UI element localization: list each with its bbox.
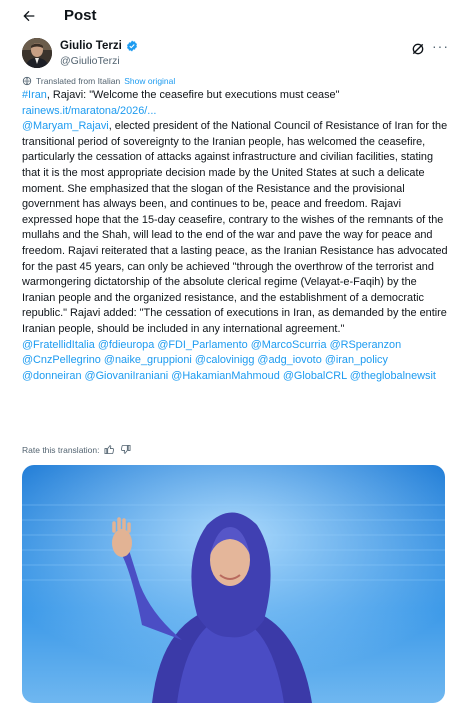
tweet-headline: , Rajavi: "Welcome the ceasefire but executions must cease" <box>46 89 340 101</box>
mention-link[interactable]: @MarcoScurria <box>250 338 327 351</box>
verified-badge-icon <box>126 40 138 52</box>
back-button[interactable] <box>18 5 40 27</box>
top-bar <box>0 0 463 32</box>
grok-icon <box>410 41 426 57</box>
mention-link[interactable]: @CnzPellegrino <box>22 354 101 367</box>
rate-translation <box>22 444 131 455</box>
grok-button[interactable] <box>410 41 426 57</box>
name-row <box>60 40 138 52</box>
tweet-photo[interactable] <box>22 465 445 703</box>
mention-link[interactable]: @calovinigg <box>194 354 255 367</box>
author-handle[interactable]: @GiulioTerzi <box>60 55 120 67</box>
woman-waving-photo <box>22 465 445 703</box>
translation-note <box>22 76 175 86</box>
more-options-button[interactable]: ··· <box>432 38 449 54</box>
article-link[interactable]: rainews.it/maratona/2026/... <box>22 104 157 117</box>
mention-link[interactable]: @GlobalCRL <box>282 369 347 382</box>
show-original-link[interactable]: Show original <box>124 76 176 86</box>
mention-maryam-rajavi[interactable]: @Maryam_Rajavi <box>22 120 109 133</box>
mention-link[interactable]: @donneiran <box>22 369 82 382</box>
tweet-text <box>22 88 450 384</box>
mention-link[interactable]: @iran_policy <box>324 354 388 367</box>
thumbs-up-icon[interactable] <box>104 444 115 455</box>
tweet-body: , elected president of the National Council of Resistance of Iran for the transitional period of sovereignty to the Iranian people, has welcomed the ceasefire, particularly the cessation of attacks against infrastructure and civilian facilities, stating that it is the most appropriate decision made by the United States at such a delicate moment. She emphasized that the slogan of the Resistance and the provisional government has always been, and continues to be, peace and freedom. Rajavi expressed hope that the 15-day ceasefire, contrary to the wishes of the remnants of the mullahs and the Shah, will lead to the end of the war and pave the way for peace and freedom. Rajavi reiterated that a lasting peace, as the Iranian Resistance has advocated for the past 45 years, can only be achieved "through the overthrow of the terrorist and warmongering dictatorship of the absolute clerical regime (Velayat-e-Faqih) by the Iranian people and the organized resistance, and the establishment of a democratic republic." Rajavi added: "The cessation of executions in Iran, as demanded by the entire Iranian people, should be included in any international agreement." <box>22 120 448 335</box>
mention-link[interactable]: @FratellidItalia <box>22 338 95 351</box>
mention-link[interactable]: @HakamianMahmoud <box>171 369 280 382</box>
rate-translation-label: Rate this translation: <box>22 444 100 455</box>
mention-link[interactable]: @theglobalnewsit <box>349 369 436 382</box>
avatar-photo <box>22 38 52 68</box>
mention-link[interactable]: @naike_gruppioni <box>103 354 192 367</box>
mention-link[interactable]: @fdieuropa <box>97 338 155 351</box>
translate-icon <box>22 76 32 86</box>
mention-link[interactable]: @GiovaniIraniani <box>84 369 169 382</box>
hashtag-link[interactable]: #Iran <box>22 89 47 101</box>
mention-link[interactable]: @adg_iovoto <box>257 354 322 367</box>
thumbs-down-icon[interactable] <box>120 444 131 455</box>
author-name[interactable]: Giulio Terzi <box>60 40 122 52</box>
author-header <box>22 38 452 72</box>
arrow-left-icon <box>21 8 37 24</box>
mention-list <box>22 339 436 382</box>
mention-link[interactable]: @RSperanzon <box>329 338 402 351</box>
mention-link[interactable]: @FDI_Parlamento <box>157 338 248 351</box>
translation-label: Translated from Italian <box>36 76 121 86</box>
page-title: Post <box>64 7 97 24</box>
avatar[interactable] <box>22 38 52 68</box>
